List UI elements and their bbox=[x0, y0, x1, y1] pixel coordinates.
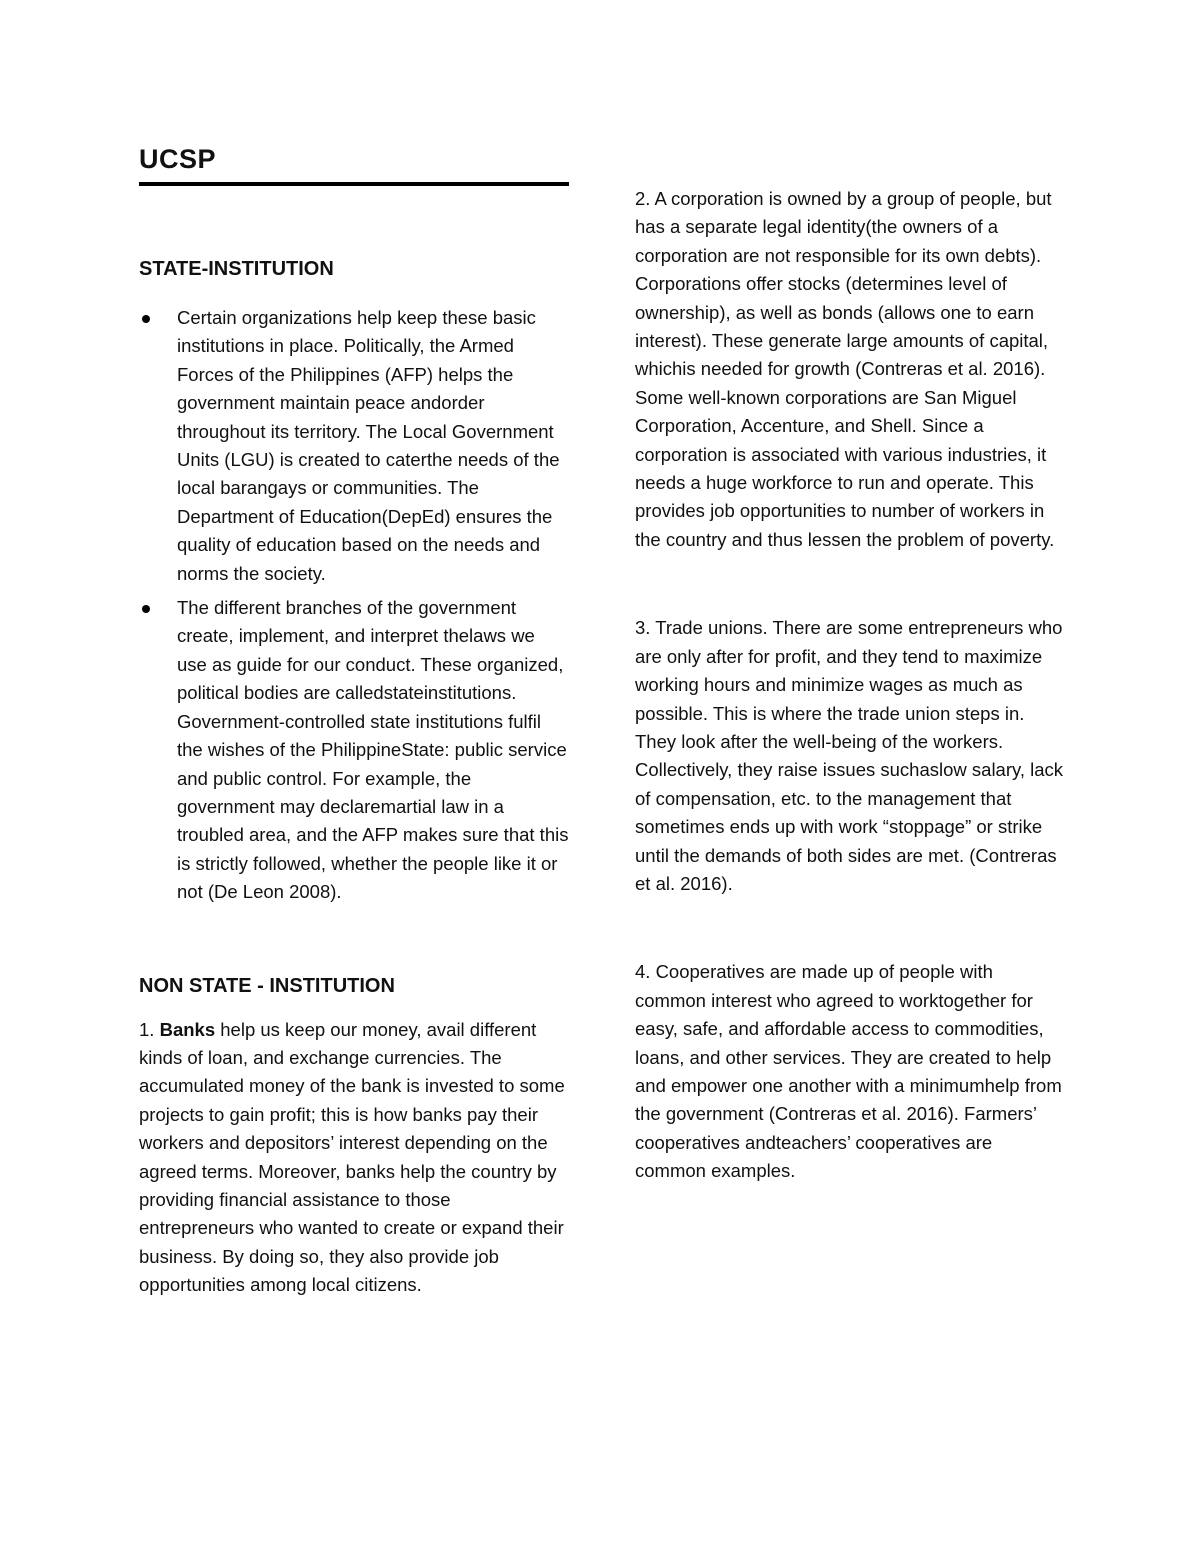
banks-number: 1. bbox=[139, 1018, 155, 1040]
corporation-paragraph: 2. A corporation is owned by a group of people, but has a separate legal identity(the owners of a corporation are not responsible for its own debts). Corporations offer stocks (determines level of ownership), as well as bonds (allows one to earn interest). These generate large amounts of capital, whichis needed for growth (Contreras et al. 2016). Some well-known corporations are San Miguel Corporation, Accenture, and Shell. Since a corporation is associated with various industries, it needs a huge workforce to run and operate. This provides job opportunities to number of workers in the country and thus lessen the problem of poverty. bbox=[635, 188, 1055, 550]
bullet-text: Certain organizations help keep these basic institutions in place. Politically, the Armed Forces of the Philippines (AFP) helps the government maintain peace andorder throughout its territory. The Local Government Units (LGU) is created to caterthe needs of the local barangays or communities. The Department of Education(DepEd) ensures the quality of education based on the needs and norms the society. bbox=[177, 307, 560, 584]
list-item bbox=[139, 304, 569, 588]
banks-text: help us keep our money, avail different kinds of loan, and exchange currencies. The accumulated money of the bank is invested to some projects to gain profit; this is how banks pay their workers and depositors’ interest depending on the agreed terms. Moreover, banks help the country by providing financial assistance to those entrepreneurs who wanted to create or expand their business. By doing so, they also provide job opportunities among local citizens. bbox=[139, 1018, 565, 1296]
bullet-icon bbox=[142, 315, 150, 323]
bullet-icon bbox=[142, 605, 150, 613]
right-column bbox=[635, 185, 1065, 1186]
list-item bbox=[139, 594, 569, 906]
cooperatives-paragraph: 4. Cooperatives are made up of people with common interest who agreed to worktogether for easy, safe, and affordable access to commodities, loans, and other services. They are created to help and empower one another with a minimumhelp from the government (Contreras et al. 2016). Farmers’ cooperatives andteachers’ cooperatives are common examples. bbox=[635, 961, 1062, 1182]
document-title: UCSP bbox=[139, 144, 217, 174]
banks-term: Banks bbox=[159, 1018, 216, 1040]
state-institution-bullet-list bbox=[139, 304, 569, 907]
bullet-text: The different branches of the government create, implement, and interpret thelaws we use as guide for our conduct. These organized, political bodies are calledstateinstitutions. Government-controlled state institutions fulfil the wishes of the PhilippineState: public service and public control. For example, the government may declaremartial law in a troubled area, and the AFP makes sure that this is strictly followed, whether the people like it or not (De Leon 2008). bbox=[177, 597, 569, 903]
non-state-institution-heading: NON STATE - INSTITUTION bbox=[139, 974, 395, 997]
state-institution-heading: STATE-INSTITUTION bbox=[139, 258, 334, 280]
title-underline-rule bbox=[139, 182, 569, 186]
left-column bbox=[139, 255, 569, 1300]
banks-paragraph bbox=[139, 1016, 569, 1300]
trade-unions-paragraph: 3. Trade unions. There are some entrepreneurs who are only after for profit, and they tend to maximize working hours and minimize wages as much as possible. This is where the trade union steps in. They look after the well-being of the workers. Collectively, they raise issues suchaslow salary, lack of compensation, etc. to the management that sometimes ends up with work “stoppage” or strike until the demands of both sides are met. (Contreras et al. 2016). bbox=[635, 617, 1064, 894]
